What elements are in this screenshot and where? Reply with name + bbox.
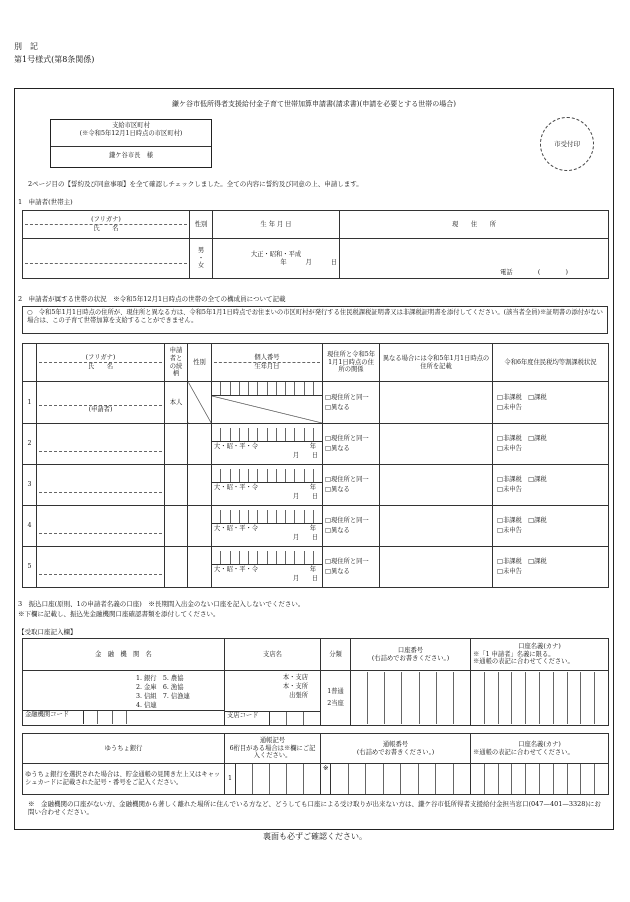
- member-gender-field[interactable]: [188, 382, 212, 424]
- same-checkbox[interactable]: □現住所と同一: [325, 393, 369, 401]
- furigana-label: (フリガナ): [25, 216, 187, 225]
- holder2-label: 口座名義(カナ): [518, 740, 561, 748]
- form-number: 第1号様式(第8条関係): [14, 55, 95, 64]
- table-row: [23, 424, 609, 465]
- kigo-label: 通帳記号: [259, 736, 286, 744]
- acct-no-sub: (右詰めでお書きください。): [371, 654, 450, 662]
- id-boxes[interactable]: [212, 428, 322, 442]
- diff-address-field[interactable]: [380, 547, 493, 588]
- name-label: 氏 名: [93, 225, 119, 232]
- year-label: 年: [309, 484, 316, 492]
- id-dob-field[interactable]: [212, 506, 323, 547]
- kigo-field[interactable]: [225, 764, 321, 795]
- address-label: 現 住 所: [340, 211, 609, 239]
- annex-label: 別 記: [14, 42, 38, 51]
- id-boxes[interactable]: [212, 469, 322, 483]
- acct-no-boxes[interactable]: [351, 671, 471, 726]
- diff-address-field[interactable]: [380, 465, 493, 506]
- same-checkbox[interactable]: □現住所と同一: [325, 517, 369, 524]
- address-box: [50, 119, 212, 168]
- same-checkbox[interactable]: □現住所と同一: [325, 435, 369, 442]
- branch-code-boxes[interactable]: [269, 712, 320, 725]
- holder-header: [471, 639, 609, 671]
- tsucho-sub: (右詰めでお書きください。): [356, 748, 435, 756]
- relation-header: 申請者との続柄: [165, 344, 188, 382]
- year-label: 年: [309, 443, 316, 451]
- household-table: [22, 343, 609, 588]
- form-title: 鎌ケ谷市低所得者支援給付金子育て世帯加算申請書(請求書)(申請を必要とする世帯の場合): [172, 100, 456, 108]
- relation-field[interactable]: 本人: [165, 382, 188, 424]
- row-number: 3: [23, 465, 37, 506]
- member-name-field[interactable]: [37, 424, 165, 465]
- page-header: [14, 40, 94, 66]
- tax-checkbox[interactable]: □非課税 □課税: [497, 558, 547, 565]
- bank-table: [22, 638, 609, 726]
- yucho-header: ゆうちょ銀行: [23, 734, 225, 764]
- tsucho-header: [321, 734, 471, 764]
- tax-checkbox[interactable]: □非課税 □課税: [497, 476, 547, 483]
- table-row: [23, 465, 609, 506]
- address-relation-header: 現住所と令和5年1月1日時点の住所の関係: [323, 344, 380, 382]
- holder-note1: ※「1 申請者」名義に限る。: [473, 650, 555, 658]
- address-line2: (※令和5年12月1日時点の市区町村): [79, 129, 183, 137]
- sec3-heading: 3 振込口座(原則、1の申請者名義の口座) ※長期間入出金のない口座を記入しないでください。: [18, 600, 305, 608]
- diff-address-header: 異なる場合には令和5年1月1日時点の住所を記載: [380, 344, 493, 382]
- member-gender-field[interactable]: [188, 424, 212, 465]
- id-dob-field[interactable]: [212, 382, 323, 424]
- id-boxes[interactable]: [212, 510, 322, 524]
- kigo-boxes[interactable]: [236, 764, 320, 794]
- member-gender-field[interactable]: [188, 506, 212, 547]
- member-furigana-label: (フリガナ): [39, 354, 162, 363]
- id-dob-field[interactable]: [212, 465, 323, 506]
- applicant-dob-field[interactable]: [213, 239, 340, 279]
- diff-checkbox[interactable]: □異なる: [325, 445, 350, 452]
- id-boxes[interactable]: [212, 551, 322, 565]
- member-gender-field[interactable]: [188, 547, 212, 588]
- address-relation-field[interactable]: [323, 465, 380, 506]
- id-dob-field[interactable]: [212, 547, 323, 588]
- address-line3: 鎌ケ谷市長 様: [108, 152, 154, 159]
- account-form-label: 【受取口座記入欄】: [18, 628, 77, 636]
- same-checkbox[interactable]: □現住所と同一: [325, 558, 369, 565]
- branch-field[interactable]: [225, 671, 321, 726]
- unfiled-checkbox[interactable]: □未申告: [497, 527, 522, 534]
- row-number: 5: [23, 547, 37, 588]
- row-num-header: [23, 344, 37, 382]
- id-label: 個人番号: [214, 354, 320, 363]
- tax-field[interactable]: [493, 465, 609, 506]
- unfiled-checkbox[interactable]: □未申告: [497, 403, 522, 411]
- tax-field[interactable]: [493, 382, 609, 424]
- unfiled-checkbox[interactable]: □未申告: [497, 445, 522, 452]
- tax-checkbox[interactable]: □非課税 □課税: [497, 435, 547, 442]
- branch-types[interactable]: 本・支店 本・支所 出張所: [282, 674, 308, 699]
- id-dob-header: [212, 344, 323, 382]
- gender-label: 性別: [190, 211, 213, 239]
- month-day-label: 月 日: [292, 493, 318, 500]
- dob-label: 生 年 月 日: [213, 211, 340, 239]
- address-line1: 支給市区町村: [112, 122, 150, 129]
- unfiled-checkbox[interactable]: □未申告: [497, 568, 522, 575]
- applicant-name-field[interactable]: [23, 239, 190, 279]
- yucho-note: ゆうちょ銀行を選択された場合は、貯金通帳の見開き左上又はキャッシュカードに記載された記号・番号をご記入ください。: [23, 764, 225, 795]
- sec3-sub: ※下欄に記載し、振込先金融機関口座確認書類を添付してください。: [18, 610, 220, 618]
- holder-field[interactable]: [471, 671, 609, 726]
- phone-label: 電話 ( ): [500, 269, 568, 277]
- acct-no-label: 口座番号: [397, 646, 424, 654]
- relation-field[interactable]: [165, 465, 188, 506]
- tax-field[interactable]: [493, 424, 609, 465]
- gender-options[interactable]: 男 ・ 女: [190, 239, 213, 279]
- household-rows: [23, 382, 609, 588]
- holder2-note: ※通帳の表記に合わせてください。: [473, 748, 574, 756]
- tsucho-boxes[interactable]: [331, 764, 471, 795]
- year-label: 年: [309, 566, 316, 574]
- era-short: 大・昭・平・令: [214, 484, 259, 492]
- ymd-label: 年 月 日: [280, 258, 337, 266]
- sec2-heading: 2 申請者が属する世帯の状況 ※令和5年12月1日時点の世帯の全ての構成員について記載: [18, 295, 286, 303]
- yucho-table: [22, 733, 609, 795]
- diff-checkbox[interactable]: □異なる: [325, 486, 350, 493]
- kigo-sub: 6桁目がある場合は※欄にご記入ください。: [229, 744, 316, 760]
- table-row: [23, 547, 609, 588]
- residence-notice: ○ 令和5年1月1日時点の住所が、現住所と異なる方は、令和5年1月1日時点でお住まいの市区町村が発行する住民税課税証明書又は非課税証明書を添付してください。(該当者全員)※証明書の添付がない場合は、この子育て世帯加算を支給することができません。: [22, 306, 608, 334]
- address-relation-field[interactable]: [323, 506, 380, 547]
- bottom-note: ※ 金融機関の口座がない方、金融機関から著しく離れた場所に住んでいる方など、どうしても口座による受け取りが出来ない方は、鎌ケ谷市低所得者支援給付金担当窓口(047—401—3328)にお問い合わせください。: [28, 800, 601, 817]
- relation-field[interactable]: [165, 547, 188, 588]
- institution-types[interactable]: 1. 銀行 5. 農協 2. 金庫 6. 漁協 3. 信組 7. 信漁連 4. 信連: [136, 675, 190, 709]
- diff-checkbox[interactable]: □異なる: [325, 403, 350, 411]
- era-short: 大・昭・平・令: [214, 525, 259, 533]
- month-day-label: 月 日: [292, 452, 318, 459]
- address-relation-field[interactable]: [323, 424, 380, 465]
- member-name-field[interactable]: [37, 547, 165, 588]
- table-row: [23, 506, 609, 547]
- row-number: 1: [23, 382, 37, 424]
- tax-field[interactable]: [493, 547, 609, 588]
- id-dob-field[interactable]: [212, 424, 323, 465]
- tax-field[interactable]: [493, 506, 609, 547]
- tax-checkbox[interactable]: □非課税 □課税: [497, 393, 547, 401]
- era-short: 大・昭・平・令: [214, 566, 259, 574]
- applicant-marker: (申請者): [88, 406, 113, 414]
- year-label: 年: [309, 525, 316, 533]
- tax-label: 令和6年度住民税均等割課税状況: [504, 358, 597, 366]
- member-name-field[interactable]: [37, 465, 165, 506]
- address-relation-field[interactable]: [323, 382, 380, 424]
- address-relation-field[interactable]: [323, 547, 380, 588]
- footer-note: 裏面も必ずご確認ください。: [263, 832, 367, 841]
- holder2-field[interactable]: [471, 764, 609, 795]
- kind-options[interactable]: 1普通 2当座: [321, 671, 351, 726]
- era-short: 大・昭・平・令: [214, 443, 259, 451]
- tax-header: [493, 344, 609, 382]
- same-checkbox[interactable]: □現住所と同一: [325, 476, 369, 483]
- branch-header: 支店名: [225, 639, 321, 671]
- diff-checkbox[interactable]: □異なる: [325, 568, 350, 575]
- diff-address-field[interactable]: [380, 506, 493, 547]
- stamp-label: 市受付印: [554, 139, 580, 148]
- member-gender-header: 性別: [188, 344, 212, 382]
- member-name-label: 氏 名: [87, 363, 114, 370]
- tsucho-label: 通帳番号: [382, 740, 409, 748]
- month-day-label: 月 日: [292, 575, 318, 582]
- holder-note2: ※通帳の表記に合わせてください。: [473, 658, 574, 666]
- applicant-table: [22, 210, 609, 279]
- holder2-header: [471, 734, 609, 764]
- sec1-heading: 1 申請者(世帯主): [18, 198, 73, 206]
- acct-no-header: [351, 639, 471, 671]
- holder-label: 口座名義(カナ): [518, 642, 561, 650]
- member-name-field[interactable]: [37, 382, 165, 424]
- kigo-prefix: 1: [225, 764, 236, 794]
- applicant-name-header: [23, 211, 190, 239]
- id-boxes[interactable]: [212, 382, 322, 396]
- table-row: [23, 382, 609, 424]
- tax-checkbox[interactable]: □非課税 □課税: [497, 517, 547, 524]
- diff-address-field[interactable]: [380, 424, 493, 465]
- confirm-text: 2ページ目の【誓約及び同意事項】を全て確認しチェックしました。全ての内容に誓約及び同意の上、申請します。: [28, 180, 363, 188]
- member-gender-field[interactable]: [188, 465, 212, 506]
- reception-stamp: [540, 117, 594, 171]
- bank-name-header: 金 融 機 関 名: [23, 639, 225, 671]
- member-name-field[interactable]: [37, 506, 165, 547]
- row-number: 4: [23, 506, 37, 547]
- month-day-label: 月 日: [292, 534, 318, 541]
- relation-field[interactable]: [165, 424, 188, 465]
- diff-checkbox[interactable]: □異なる: [325, 527, 350, 534]
- bank-code-label: 金融機関コード: [25, 711, 70, 718]
- kigo-header: [225, 734, 321, 764]
- kind-header: 分類: [321, 639, 351, 671]
- member-name-header: [37, 344, 165, 382]
- branch-code-label: 支店コード: [227, 712, 259, 719]
- bank-code-boxes[interactable]: [83, 711, 140, 724]
- row-number: 2: [23, 424, 37, 465]
- relation-field[interactable]: [165, 506, 188, 547]
- address-field[interactable]: [340, 239, 609, 279]
- diff-address-field[interactable]: [380, 382, 493, 424]
- era-options: 大正・昭和・平成: [250, 250, 302, 258]
- member-dob-label: 生年月日: [254, 363, 280, 370]
- kigo-star[interactable]: ※: [321, 764, 331, 795]
- unfiled-checkbox[interactable]: □未申告: [497, 486, 522, 493]
- bank-name-field[interactable]: [23, 671, 225, 726]
